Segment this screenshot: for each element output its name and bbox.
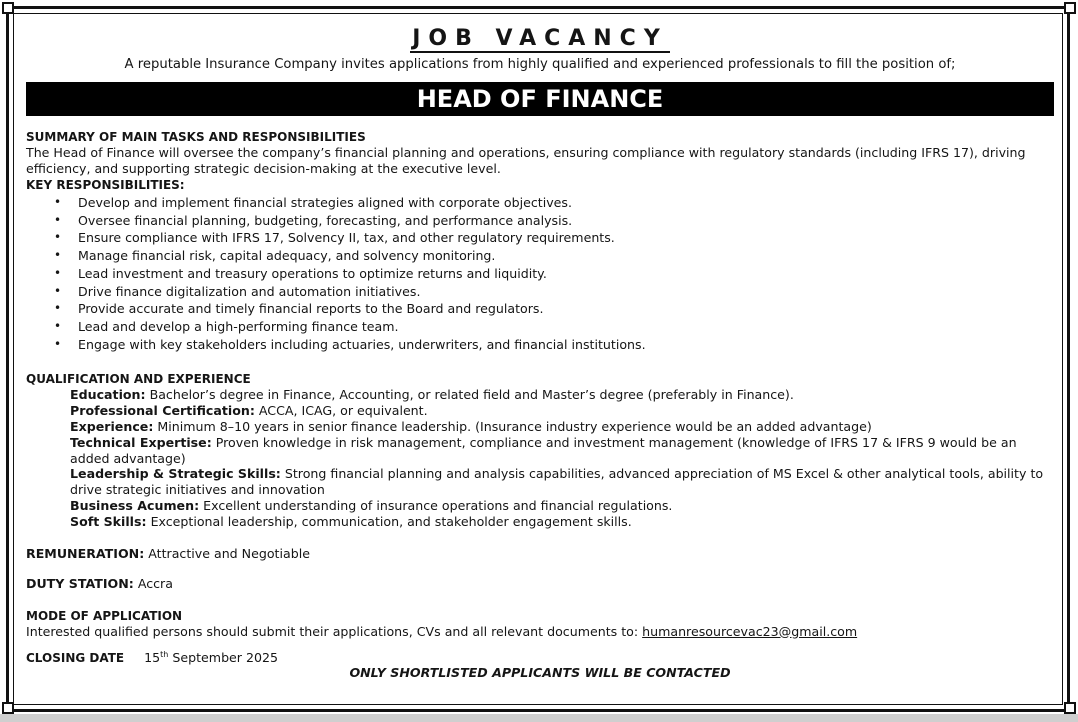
- qualification-label: Education:: [70, 387, 146, 403]
- list-item: • Provide accurate and timely financial reports to the Board and regulators.: [26, 300, 1054, 318]
- qualification-label: Technical Expertise:: [70, 434, 212, 450]
- list-item: • Manage financial risk, capital adequacy, and solvency monitoring.: [26, 247, 1054, 265]
- responsibilities-list: [26, 194, 1054, 353]
- summary-heading: SUMMARY OF MAIN TASKS AND RESPONSIBILITIES: [26, 130, 366, 144]
- closing-day: 15: [144, 649, 161, 665]
- list-item: • Ensure compliance with IFRS 17, Solvency II, tax, and other regulatory requirements.: [26, 229, 1054, 247]
- application-heading: MODE OF APPLICATION: [26, 608, 183, 623]
- qualification-text: Proven knowledge in risk management, compliance and investment management (knowledge of IFRS 17 & IFRS 9 would be an added advantage): [70, 434, 1017, 466]
- qualification-text: Minimum 8–10 years in senior finance leadership. (Insurance industry experience would be an added advantage): [157, 418, 872, 434]
- closing-day-suffix: th: [160, 649, 169, 659]
- list-item: • Lead and develop a high-performing finance team.: [26, 318, 1054, 336]
- closing-date-label: CLOSING DATE: [26, 650, 125, 665]
- corner-ornament: [2, 702, 14, 714]
- qualification-label: Professional Certification:: [70, 403, 255, 419]
- qualification-item: [70, 435, 1054, 467]
- corner-ornament: [2, 2, 14, 14]
- list-item: • Oversee financial planning, budgeting, forecasting, and performance analysis.: [26, 212, 1054, 230]
- summary-text: The Head of Finance will oversee the company’s financial planning and operations, ensuring compliance with regulatory standards (including IFRS 17), driving efficiency, and supporting strategic decision-making at the executive level.: [26, 145, 1026, 176]
- qualification-list: [26, 387, 1054, 529]
- summary-section: [26, 129, 1054, 353]
- qualification-heading: QUALIFICATION AND EXPERIENCE: [26, 372, 251, 387]
- qualification-text: Exceptional leadership, communication, and stakeholder engagement skills.: [150, 513, 632, 529]
- application-section: [26, 608, 1054, 640]
- list-item: • Lead investment and treasury operations to optimize returns and liquidity.: [26, 265, 1054, 283]
- bottom-band: [0, 714, 1078, 722]
- application-text: [26, 624, 1054, 640]
- position-banner: HEAD OF FINANCE: [26, 82, 1054, 116]
- list-item: • Engage with key stakeholders including actuaries, underwriters, and financial institutions.: [26, 336, 1054, 354]
- duty-station-value: Accra: [137, 575, 173, 591]
- shortlist-notice: ONLY SHORTLISTED APPLICANTS WILL BE CONTACTED: [349, 664, 731, 680]
- vacancy-content: [26, 24, 1054, 680]
- qualification-item: [70, 466, 1054, 498]
- qualification-label: Experience:: [70, 418, 154, 434]
- qualification-item: [70, 403, 1054, 419]
- qualification-text: Bachelor’s degree in Finance, Accounting, or related field and Master’s degree (preferably in Finance).: [149, 387, 794, 403]
- corner-ornament: [1064, 2, 1076, 14]
- qualification-label: Business Acumen:: [70, 497, 200, 513]
- remuneration-label: REMUNERATION:: [26, 545, 145, 561]
- list-item: • Develop and implement financial strategies aligned with corporate objectives.: [26, 194, 1054, 212]
- qualification-item: [70, 514, 1054, 530]
- page-title-text: JOB VACANCY: [412, 26, 668, 51]
- qualification-item: [70, 387, 1054, 403]
- intro-text: A reputable Insurance Company invites applications from highly qualified and experienced professionals to fill the position of;: [124, 57, 956, 72]
- corner-ornament: [1064, 702, 1076, 714]
- qualification-text: Strong financial planning and analysis capabilities, advanced appreciation of MS Excel & other analytical tools, ability to drive strategic initiatives and innovation: [70, 466, 1044, 498]
- closing-date-value: September 2025: [172, 649, 279, 665]
- email-link[interactable]: humanresourcevac23@gmail.com: [642, 623, 858, 639]
- qualification-label: Soft Skills:: [70, 513, 147, 529]
- qualification-section: [26, 371, 1054, 529]
- page-title: [26, 24, 1054, 54]
- duty-station: [26, 576, 1054, 592]
- duty-station-label: DUTY STATION:: [26, 575, 134, 591]
- qualification-label: Leadership & Strategic Skills:: [70, 466, 281, 482]
- closing-date: [26, 650, 1054, 665]
- remuneration: [26, 546, 1054, 562]
- qualification-text: ACCA, ICAG, or equivalent.: [258, 403, 428, 419]
- qualification-item: [70, 419, 1054, 435]
- list-item: • Drive finance digitalization and automation initiatives.: [26, 283, 1054, 301]
- application-instructions: Interested qualified persons should submit their applications, CVs and all relevant documents to:: [26, 623, 639, 639]
- qualification-item: [70, 498, 1054, 514]
- remuneration-value: Attractive and Negotiable: [148, 545, 310, 561]
- qualification-text: Excellent understanding of insurance operations and financial regulations.: [203, 497, 673, 513]
- responsibilities-heading: KEY RESPONSIBILITIES:: [26, 178, 185, 192]
